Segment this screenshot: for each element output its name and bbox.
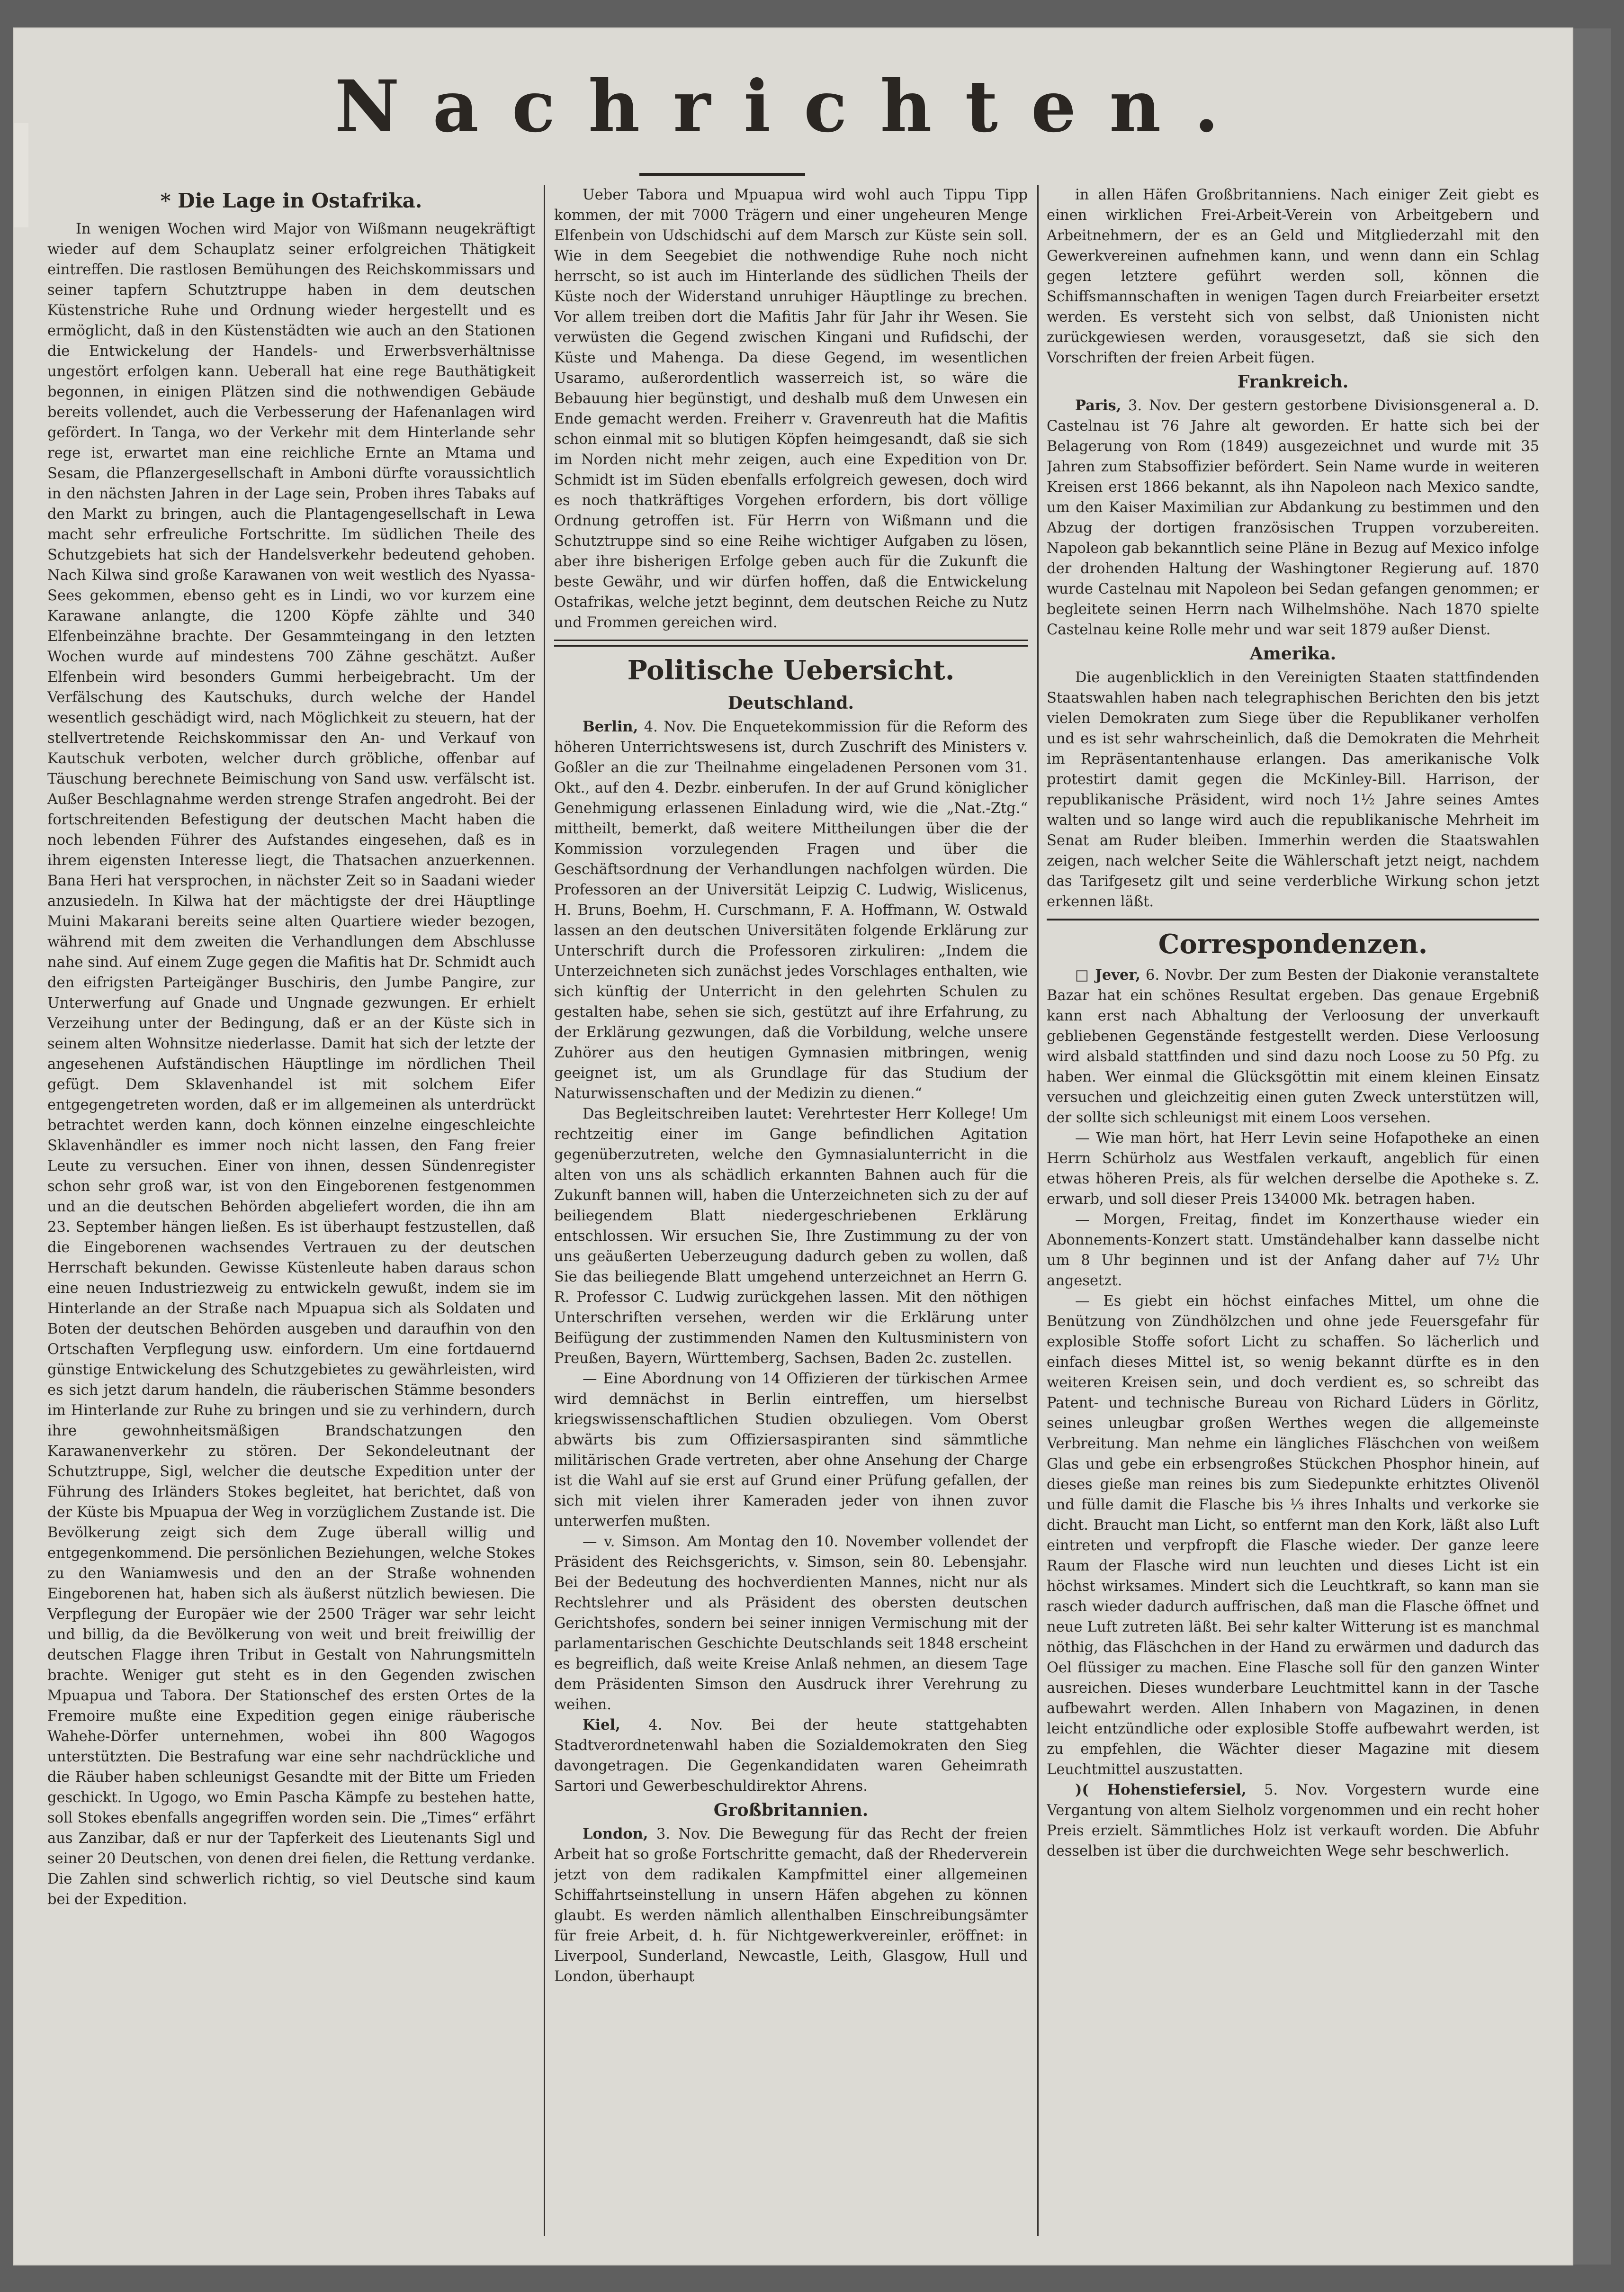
article-paragraph xyxy=(1047,396,1539,640)
article-paragraph xyxy=(554,717,1028,1104)
dateline: Kiel, xyxy=(583,1716,620,1733)
subsection-heading: Frankreich. xyxy=(1237,372,1349,392)
masthead-title: Nachrichten. xyxy=(334,65,1252,148)
article-headline: * Die Lage in Ostafrika. xyxy=(160,189,422,212)
subsection-heading: Deutschland. xyxy=(727,693,854,713)
article-text: 3. Nov. Der gestern gestorbene Divisionsgeneral a. D. Castelnau ist 76 Jahre alt geworden. Er hatte sich bei der Belagerung von Rom (1849) ausgezeichnet und wurde mit 35 Jahren zum Stabsoffizier befördert. Sein Name wurde in weiteren Kreisen erst 1866 bekannt, als ihn Napoleon nach Mexico sandte, um den Kaiser Maximilian zur Abdankung zu bestimmen und den Abzug der dortigen französischen Truppen vorzubereiten. Napoleon gab bekanntlich seine Pläne in Bezug auf Mexico infolge der drohenden Haltung der Washingtoner Regierung auf. 1870 wurde Castelnau mit Napoleon bei Sedan gefangen genommen; er begleitete seinen Herrn nach Wilhelmshöhe. Nach 1870 spielte Castelnau keine Rolle mehr und war seit 1879 außer Dienst. xyxy=(1047,397,1539,638)
article-paragraph: — Wie man hört, hat Herr Levin seine Hofapotheke an einen Herrn Schürholz aus Westfalen verkauft, angeblich für einen etwas höheren Preis, als für welchen derselbe die Apotheke s. Z. erwarb, und soll dieser Preis 134000 Mk. betragen haben. xyxy=(1047,1130,1539,1208)
column-divider xyxy=(544,185,545,2236)
column-1 xyxy=(47,185,535,2236)
dateline: London, xyxy=(583,1825,648,1842)
section-heading: Politische Uebersicht. xyxy=(627,655,955,686)
article-text: 6. Novbr. Der zum Besten der Diakonie veranstaltete Bazar hat ein schönes Resultat ergeben. Das genaue Ergebniß kann erst nach Abhaltung der Verloosung der unverkauft gebliebenen Gegenstände festgestellt werden. Diese Verloosung wird alsbald stattfinden und sind dazu noch Loose zu 50 Pfg. zu haben. Wer einmal die Glücksgöttin mit einem kleinen Einsatz versuchen und gleichzeitig einen guten Zweck unterstützen will, der sollte sich schleunigst mit einem Loos versehen. xyxy=(1047,967,1539,1126)
article-paragraph: Das Begleitschreiben lautet: Verehrtester Herr Kollege! Um rechtzeitig einer im Gange befindlichen Agitation gegenüberzutreten, welche den Gymnasialunterricht in die alten von uns als schädlich erkannten Bahnen auch für die Zukunft bannen will, haben die Unterzeichneten sich zu der auf beiliegendem Blatt niedergeschriebenen Erklärung entschlossen. Wir ersuchen Sie, Ihre Zustimmung zu der von uns geäußerten Ueberzeugung dadurch geben zu wollen, daß Sie das beiliegende Blatt umgehend unterzeichnet an Herrn G. R. Professor C. Ludwig zurückgehen lassen. Mit den nöthigen Unterschriften versehen, werden wir die Erklärung unter Beifügung der zustimmenden Namen den Kultusministern von Preußen, Bayern, Württemberg, Sachsen, Baden 2c. zustellen. xyxy=(554,1106,1028,1367)
dateline: Paris, xyxy=(1075,397,1122,414)
article-paragraph xyxy=(1047,965,1539,1128)
article-paragraph: Die augenblicklich in den Vereinigten Staaten stattfindenden Staatswahlen haben nach telegraphischen Berichten den bis jetzt vielen Demokraten zum Siege über die Republikaner verholfen und es ist sehr wahrscheinlich, daß die Demokraten die Mehrheit im Repräsentantenhause erlangen. Das amerikanische Volk protestirt damit gegen die McKinley-Bill. Harrison, der republikanische Präsident, wird noch 1½ Jahre seines Amtes walten und so lange wird auch die republikanische Mehrheit im Senat am Ruder bleiben. Immerhin werden die Staatswahlen zeigen, nach welcher Seite die Wählerschaft jetzt neigt, nachdem das Tarifgesetz gilt und seine verderbliche Wirkung schon jetzt erkennen läßt. xyxy=(1047,669,1539,910)
dateline: □ Jever, xyxy=(1075,966,1140,984)
section-rule xyxy=(554,640,1028,647)
article-text: 4. Nov. Bei der heute stattgehabten Stadtverordnetenwahl haben die Sozialdemokraten den Sieg davongetragen. Die Gegenkandidaten waren Geheimrath Sartori und Gewerbeschuldirektor Ahrens. xyxy=(554,1717,1028,1795)
subsection-heading: Großbritannien. xyxy=(713,1800,869,1820)
column-3 xyxy=(1047,185,1539,2236)
article-text: 4. Nov. Die Enquetekommission für die Reform des höheren Unterrichtswesens ist, durch Zuschrift des Ministers v. Goßler an die zur Theilnahme eingeladenen Personen vom 31. Okt., auf den 4. Dezbr. einberufen. In der auf Grund königlicher Genehmigung erlassenen Einladung wird, wie die „Nat.-Ztg.“ mittheilt, bemerkt, daß weitere Mittheilungen über die der Kommission vorzulegenden Fragen und über die Geschäftsordnung der Verhandlungen nachfolgen würden. Die Professoren an der Universität Leipzig C. Ludwig, Wislicenus, H. Bruns, Boehm, H. Curschmann, F. A. Hoffmann, W. Ostwald lassen an den deutschen Universitäten folgende Erklärung zur Unterschrift durch die Professoren zirkuliren: „Indem die Unterzeichneten sich zunächst jedes Vorschlages enthalten, wie sich künftig der Unterricht in den gelehrten Schulen zu gestalten habe, sehen sie sich, gestützt auf ihre Erfahrung, zu der Erklärung gezwungen, daß die Vorbildung, welche unsere Zuhörer aus den heutigen Gymnasien mitbringen, wenig geeignet ist, um als Grundlage für das Studium der Naturwissenschaften und der Medizin zu dienen.“ xyxy=(554,719,1028,1102)
subsection-heading: Amerika. xyxy=(1249,644,1337,664)
column-2 xyxy=(554,185,1028,2236)
newspaper-page xyxy=(14,28,1572,2265)
section-rule xyxy=(1047,919,1539,920)
article-paragraph: — Morgen, Freitag, findet im Konzerthause wieder ein Abonnements-Konzert statt. Umständehalber kann dasselbe nicht um 8 Uhr beginnen und ist der Anfang daher auf 7½ Uhr angesetzt. xyxy=(1047,1211,1539,1289)
article-text: 3. Nov. Die Bewegung für das Recht der freien Arbeit hat so große Fortschritte gemacht, daß der Rhederverein jetzt von dem radikalen Kampfmittel einer allgemeinen Schiffahrtseinstellung in unsern Häfen abgehen zu können glaubt. Es werden nämlich allenthalben Einschreibungsämter für freie Arbeit, d. h. für Nichtgewerkvereinler, eröffnet: in Liverpool, Sunderland, Newcastle, Leith, Glasgow, Hull und London, überhaupt xyxy=(554,1826,1028,1985)
article-paragraph: Ueber Tabora und Mpuapua wird wohl auch Tippu Tipp kommen, der mit 7000 Trägern und einer ungeheuren Menge Elfenbein von Udschidschi auf dem Marsch zur Küste sein soll. Wie in dem Seegebiet die nothwendige Ruhe noch nicht herrscht, so ist auch im Hinterlande des südlichen Theils der Küste noch der Widerstand unruhiger Häuptlinge zu brechen. Vor allem treiben dort die Mafitis Jahr für Jahr ihr Wesen. Sie verwüsten die Gegend zwischen Kingani und Rufidschi, der Küste und Mahenga. Da diese Gegend, im wesentlichen Usaramo, außerordentlich wasserreich ist, so wäre die Bebauung hier begünstigt, und deshalb muß dem Unwesen ein Ende gemacht werden. Freiherr v. Gravenreuth hat die Mafitis schon einmal mit so blutigen Köpfen heimgesandt, daß sie sich im Norden nicht mehr zeigen, auch eine Expedition von Dr. Schmidt ist im Süden ebenfalls erfolgreich gewesen, doch wird es noch thatkräftiges Vorgehen erfordern, bis dort völlige Ordnung getroffen ist. Für Herrn von Wißmann und die Schutztruppe sind so eine Reihe wichtiger Aufgaben zu lösen, aber ihre bisherigen Erfolge geben auch für die Zukunft die beste Gewähr, und wir dürfen hoffen, daß die Entwickelung Ostafrikas, welche jetzt beginnt, dem deutschen Reiche zu Nutz und Frommen gereichen wird. xyxy=(554,187,1028,631)
dateline: )( Hohenstiefersiel, xyxy=(1075,1781,1247,1798)
dateline: Berlin, xyxy=(583,718,638,735)
article-paragraph: — Eine Abordnung von 14 Offizieren der türkischen Armee wird demnächst in Berlin eintreffen, um hierselbst kriegswissenschaftlichen Studien obzuliegen. Vom Oberst abwärts bis zum Offiziersaspiranten sind sämmtliche militärischen Grade vertreten, aber ohne Ansehung der Charge ist die Wahl auf sie erst auf Grund einer Prüfung gefallen, der sich mit vielen ihrer Kameraden jeder von ihnen zuvor unterwerfen mußten. xyxy=(554,1371,1028,1530)
scan-background xyxy=(1573,28,1611,2265)
article-paragraph: in allen Häfen Großbritanniens. Nach einiger Zeit giebt es einen wirklichen Frei-Arbeit-Verein von Arbeitgebern und Arbeitnehmern, der es an Geld und Mitgliederzahl mit den Gewerkvereinen aufnehmen kann, und wenn dann ein Schlag gegen letztere geführt werden soll, können die Schiffsmannschaften in wenigen Tagen durch Freiarbeiter ersetzt werden. Es versteht sich von selbst, daß Unionisten nicht zurückgewiesen werden, vorausgesetzt, daß sie sich den Vorschriften der freien Arbeit fügen. xyxy=(1047,187,1539,366)
article-paragraph: — Es giebt ein höchst einfaches Mittel, um ohne die Benützung von Zündhölzchen und ohne jede Feuersgefahr für explosible Stoffe sofort Licht zu schaffen. So lächerlich und einfach dieses Mittel ist, so wenig bekannt dürfte es in den weiteren Kreisen sein, und doch verdient es, so schreibt das Patent- und technische Bureau von Richard Lüders in Görlitz, seines unleugbar großen Werthes wegen die allgemeinste Verbreitung. Man nehme ein längliches Fläschchen von weißem Glas und gebe ein erbsengroßes Stückchen Phosphor hinein, auf dieses gieße man reines bis zum Siedepunkte erhitztes Olivenöl und fülle damit die Flasche bis ⅓ ihres Inhalts und verkorke sie dicht. Braucht man Licht, so entfernt man den Kork, läßt also Luft eintreten und verpfropft die Flasche wieder. Der ganze leere Raum der Flasche wird nun leuchten und dieses Licht ist ein höchst wirksames. Mindert sich die Leuchtkraft, so kann man sie rasch wieder dadurch auffrischen, daß man die Flasche öffnet und neue Luft zutreten läßt. Bei sehr kalter Witterung ist es manchmal nöthig, das Fläschchen in der Hand zu erwärmen und dadurch das Oel flüssiger zu machen. Eine Flasche soll für den ganzen Winter ausreichen. Dieses wunderbare Leuchtmittel kann in der Tasche aufbewahrt werden. Allen Inhabern von Magazinen, in denen leicht entzündliche oder explosible Stoffe aufbewahrt werden, ist zu empfehlen, die Wächter dieser Magazine mit diesem Leuchtmittel auszustatten. xyxy=(1047,1293,1539,1778)
article-paragraph xyxy=(554,1715,1028,1796)
section-heading: Correspondenzen. xyxy=(1158,929,1428,960)
masthead-rule xyxy=(639,173,805,176)
article-paragraph xyxy=(554,1824,1028,1987)
article-text: 5. Nov. Vorgestern wurde eine Vergantung von altem Sielholz vorgenommen und ein recht hoher Preis erzielt. Sämmtliches Holz ist verkauft worden. Die Abfuhr desselben ist über die durchweichten Wege sehr beschwerlich. xyxy=(1047,1782,1539,1859)
article-paragraph xyxy=(1047,1780,1539,1861)
article-paragraph: — v. Simson. Am Montag den 10. November vollendet der Präsident des Reichsgerichts, v. Simson, sein 80. Lebensjahr. Bei der Bedeutung des hochverdienten Mannes, nicht nur als Rechtslehrer und als Präsident des obersten deutschen Gerichtshofes, sondern bei seiner innigen Vermischung mit der parlamentarischen Geschichte Deutschlands seit 1848 erscheint es begreiflich, daß weite Kreise Anlaß nehmen, an diesem Tage dem Präsidenten Simson den Ausdruck ihrer Verehrung zu weihen. xyxy=(554,1534,1028,1713)
article-paragraph: In wenigen Wochen wird Major von Wißmann neugekräftigt wieder auf dem Schauplatz seiner erfolgreichen Thätigkeit eintreffen. Die rastlosen Bemühungen des Reichskommissars und seiner tapfern Schutztruppe haben in dem deutschen Küstenstriche Ruhe und Ordnung wieder hergestellt und es ermöglicht, daß in den Küstenstädten wie auch an den Stationen die Entwickelung der Handels- und Erwerbsverhältnisse ungestört erfolgen kann. Ueberall hat eine rege Bauthätigkeit begonnen, in einigen Plätzen sind die nothwendigen Gebäude bereits vollendet, auch die Verbesserung der Hafenanlagen wird gefördert. In Tanga, wo der Verkehr mit dem Hinterlande sehr rege ist, erwartet man eine reichliche Ernte an Mtama und Sesam, die Pflanzergesellschaft in Amboni dürfte voraussichtlich in den nächsten Jahren in der Lage sein, Proben ihres Tabaks auf den Markt zu bringen, auch die Plantagengesellschaft in Lewa macht sehr erfreuliche Fortschritte. Im südlichen Theile des Schutzgebiets hat sich der Handelsverkehr bedeutend gehoben. Nach Kilwa sind große Karawanen von weit westlich des Nyassa-Sees gekommen, ebenso geht es in Lindi, wo vor kurzem eine Karawane anlangte, die 1200 Köpfe zählte und 340 Elfenbeinzähne brachte. Der Gesammteingang in den letzten Wochen wurde auf mindestens 700 Zähne geschätzt. Außer Elfenbein wird besonders Gummi herbeigebracht. Um der Verfälschung des Kautschuks, durch welche der Handel wesentlich geschädigt wird, nach Möglichkeit zu steuern, hat der stellvertretende Reichskommissar den An- und Verkauf von Kautschuk verboten, welcher durch gröbliche, offenbar auf Täuschung berechnete Beimischung von Sand usw. verfälscht ist. Außer Beschlagnahme werden strenge Strafen angedroht. Bei der fortschreitenden Befestigung der deutschen Macht haben die noch lebenden Führer des Aufstandes eingesehen, daß es in ihrem eigensten Interesse liegt, die Thatsachen anzuerkennen. Bana Heri hat versprochen, in nächster Zeit so in Saadani wieder anzusiedeln. In Kilwa hat der mächtigste der drei Häuptlinge Muini Makarani bereits seine alten Quartiere wieder bezogen, während mit dem zweiten die Verhandlungen dem Abschlusse nahe sind. Auf einem Zuge gegen die Mafitis hat Dr. Schmidt auch den eifrigsten Parteigänger Buschiris, den Jumbe Pangire, zur Unterwerfung auf Gnade und Ungnade gezwungen. Er erhielt Verzeihung unter der Bedingung, daß er an der Küste sich in seinem alten Wohnsitze niederlasse. Damit hat sich der letzte der angesehenen Aufständischen Häuptlinge im nördlichen Theil gefügt. Dem Sklavenhandel ist mit solchem Eifer entgegengetreten worden, daß er im allgemeinen als unterdrückt betrachtet werden kann, doch können einzelne eingeschleichte Sklavenhändler es immer noch nicht lassen, den Fang freier Leute zu versuchen. Einer von ihnen, dessen Sündenregister schon sehr groß war, ist von den Eingeborenen festgenommen und an die deutschen Behörden abgeliefert worden, die ihn am 23. September hängen ließen. Es ist überhaupt festzustellen, daß die Eingeborenen wachsendes Vertrauen zu der deutschen Herrschaft bekunden. Gewisse Küstenleute haben daraus schon eine neuen Industriezweig zu entwickeln gewußt, indem sie im Hinterlande an der Straße nach Mpuapua sich als Soldaten und Boten der deutschen Behörden ausgeben und daraufhin von den Ortschaften Verpflegung usw. einfordern. Um eine fortdauernd günstige Entwickelung des Schutzgebietes zu gewährleisten, wird es sich jetzt darum handeln, die räuberischen Stämme besonders im Hinterlande zur Ruhe zu bringen und sie zu verhindern, durch ihre gewohnheitsmäßigen Brandschatzungen den Karawanenverkehr zu stören. Der Sekondeleutnant der Schutztruppe, Sigl, welcher die deutsche Expedition unter der Führung des Irländers Stokes begleitet, hat berichtet, daß von der Küste bis Mpuapua der Weg in vorzüglichem Zustande ist. Die Bevölkerung zeigt sich dem Zuge überall willig und entgegenkommend. Die persönlichen Beziehungen, welche Stokes zu den Waniamwesis und den an der Straße wohnenden Eingeborenen hat, haben sich als äußerst nützlich bewiesen. Die Verpflegung der Europäer wie der 2500 Träger war sehr leicht und billig, da die Bevölkerung von weit und breit freiwillig der deutschen Flagge ihren Tribut in Gestalt von Nahrungsmitteln brachte. Weniger gut steht es in den Gegenden zwischen Mpuapua und Tabora. Der Stationschef des ersten Ortes de la Fremoire mußte eine Expedition gegen einige räuberische Wahehe-Dörfer unternehmen, wobei ihn 800 Wagogos unterstützten. Die Bestrafung war eine sehr nachdrückliche und die Räuber haben schleunigst Gesandte mit der Bitte um Frieden geschickt. In Ugogo, wo Emin Pascha Kämpfe zu bestehen hatte, soll Stokes ebenfalls angegriffen worden sein. Die „Times“ erfährt aus Zanzibar, daß er nur der Tapferkeit des Lieutenants Sigl und seiner 20 Deutschen, von denen drei fielen, die Rettung verdanke. Die Zahlen sind schwerlich richtig, so viel Deutsche sind kaum bei der Expedition. xyxy=(47,221,535,1908)
column-divider xyxy=(1037,185,1039,2236)
